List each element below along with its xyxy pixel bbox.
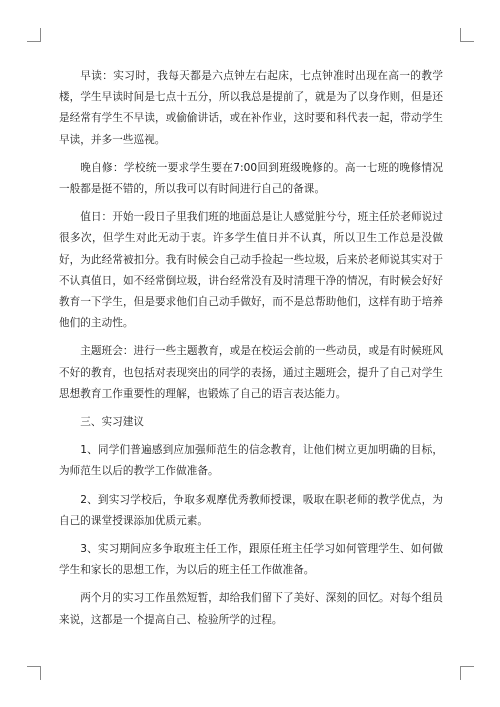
- suggestion-item-3: 3、实习期间应多争取班主任工作，跟原任班主任学习如何管理学生、如何做学生和家长的思想工作，为以后的班主任工作做准备。: [59, 543, 443, 577]
- crop-mark-top-right-h: [460, 41, 474, 42]
- crop-mark-bottom-left-h: [27, 666, 41, 667]
- crop-mark-top-left-h: [27, 41, 41, 42]
- paragraph-evening-study: 晚自修：学校统一要求学生要在7:00回到班级晚修的。高一七班的晚修情况一般都是挺不错的，所以我可以有时间进行自己的备课。: [59, 161, 443, 196]
- suggestion-item-2: 2、到实习学校后，争取多观摩优秀教师授课，吸取在职老师的教学优点，为自己的课堂授课添加优质元素。: [59, 493, 443, 527]
- crop-mark-bottom-right-v: [460, 666, 461, 680]
- crop-mark-bottom-left-v: [40, 666, 41, 680]
- section-heading-suggestions: 三、实习建议: [80, 416, 145, 429]
- paragraph-conclusion: 两个月的实习工作虽然短暂，却给我们留下了美好、深刻的回忆。对每个组员来说，这都是一个提高自己、检验所学的过程。: [59, 592, 443, 626]
- crop-mark-top-left-v: [40, 28, 41, 42]
- suggestion-item-1: 1、同学们普遍感到应加强师范生的信念教育，让他们树立更加明确的目标，为师范生以后的教学工作做准备。: [59, 444, 443, 478]
- paragraph-duty: 值日：开始一段日子里我们班的地面总是让人感觉脏兮兮，班主任於老师说过很多次，但学生对此无动于衷。许多学生值日并不认真，所以卫生工作总是没做好，为此经常被扣分。我有时候会自己动手捡起一些垃圾，后来於老师说其实对于不认真值日，如不经常倒垃圾，讲台经常没有及时清理干净的情况，有时候会好好教育一下学生，但是要求他们自己动手做好，而不是总帮助他们，这样有助于培养他们的主动性。: [59, 211, 443, 330]
- document-body: [59, 66, 443, 638]
- crop-mark-bottom-right-h: [460, 666, 474, 667]
- paragraph-morning-reading: 早读：实习时，我每天都是六点钟左右起床，七点钟准时出现在高一的教学楼，学生早读时间是七点十五分，所以我总是提前了，就是为了以身作则，但是还是经常有学生不早读，或偷偷讲话，或在补作业，这时要和科代表一起，带动学生早读，并多一些巡视。: [59, 70, 443, 146]
- paragraph-class-meeting: 主题班会：进行一些主题教育，或是在校运会前的一些动员，或是有时候班风不好的教育，也包括对表现突出的同学的表扬，通过主题班会，提升了自己对学生思想教育工作重要性的理解，也锻炼了自己的语言表达能力。: [59, 345, 443, 400]
- crop-mark-top-right-v: [460, 28, 461, 42]
